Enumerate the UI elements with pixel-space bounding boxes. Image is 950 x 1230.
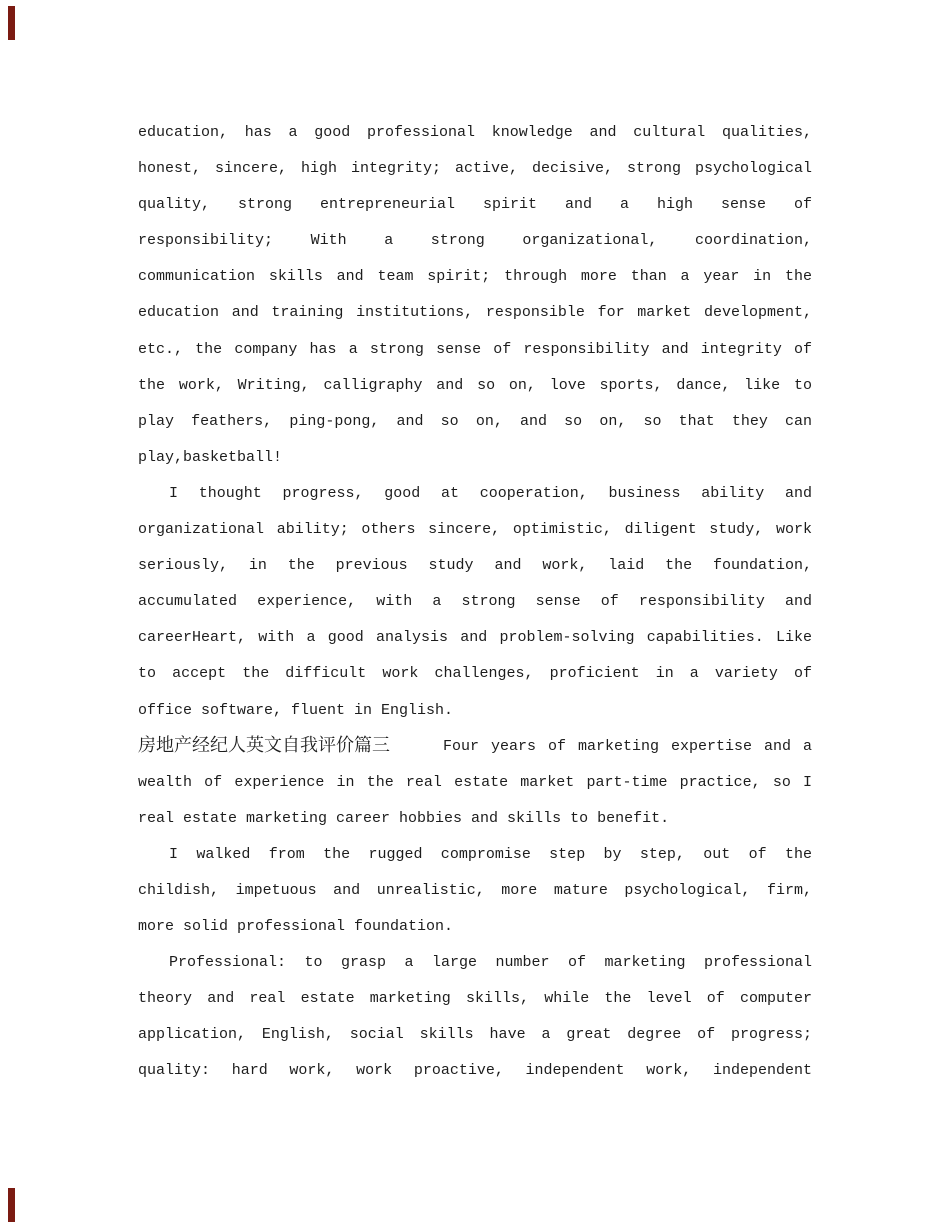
text-line: seriously, in the previous study and work, laid the foundation, [138,557,812,575]
text-line: Professional: to grasp a large number of marketing professional [169,954,812,972]
text-line: office software, fluent in English. [138,701,454,719]
text-line: application, English, social skills have a great degree of progress; [138,1026,812,1044]
text-line: organizational ability; others sincere, optimistic, diligent study, work [138,521,812,539]
text-line: childish, impetuous and unrealistic, more mature psychological, firm, [138,881,812,899]
document-text-block [138,115,812,1090]
text-line: the work, Writing, calligraphy and so on, love sports, dance, like to [138,376,812,394]
page-edge-marker-top-icon [8,6,15,40]
text-line-segment: Four years of marketing expertise and a [443,737,812,755]
text-line: to accept the difficult work challenges, proficient in a variety of [138,665,812,683]
text-line: play,basketball! [138,448,283,466]
text-line: education, has a good professional knowledge and cultural qualities, [138,124,812,141]
text-line: real estate marketing career hobbies and skills to benefit. [138,809,670,827]
text-line: quality: hard work, work proactive, independent work, independent [138,1062,812,1080]
text-line: wealth of experience in the real estate market part-time practice, so I [138,773,812,791]
text-line: I thought progress, good at cooperation, business ability and [169,484,812,502]
section-heading-cn: 房地产经纪人英文自我评价篇三 [138,736,390,757]
text-line: etc., the company has a strong sense of responsibility and integrity of [138,340,812,358]
text-line: education and training institutions, responsible for market development, [138,304,812,322]
text-line: quality, strong entrepreneurial spirit and a high sense of [138,196,812,214]
text-line: play feathers, ping-pong, and so on, and so on, so that they can [138,412,812,430]
page-edge-marker-bottom-icon [8,1188,15,1222]
text-line: communication skills and team spirit; through more than a year in the [138,268,812,286]
text-line: I walked from the rugged compromise step by step, out of the [169,845,812,863]
text-line: responsibility; With a strong organizational, coordination, [138,232,812,250]
text-line: more solid professional foundation. [138,918,454,936]
text-line: careerHeart, with a good analysis and problem-solving capabilities. Like [138,629,812,647]
text-line: honest, sincere, high integrity; active, decisive, strong psychological [138,160,812,178]
text-line [138,729,812,765]
text-line: theory and real estate marketing skills, while the level of computer [138,990,812,1008]
text-line: accumulated experience, with a strong sense of responsibility and [138,593,812,611]
